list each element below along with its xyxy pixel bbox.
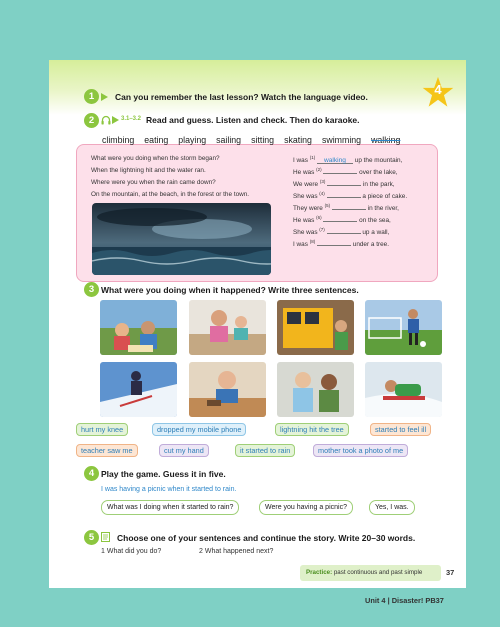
answer-blank[interactable] (317, 239, 351, 246)
word-bank-item-used: walking (371, 135, 401, 145)
phrase-tag: teacher saw me (76, 444, 138, 457)
lyric-question: What were you doing when the storm began? (91, 155, 220, 162)
textbook-page (49, 60, 466, 588)
section-2-title: Read and guess. Listen and check. Then do karaoke. (146, 115, 360, 125)
word-bank-item: playing (178, 135, 207, 145)
phrase-tag: it started to rain (235, 444, 295, 457)
answer-blank[interactable] (323, 167, 357, 174)
lyric-question: Where were you when the rain came down? (91, 179, 216, 186)
photo-picnic (100, 300, 177, 355)
lyric-line: She was $^{(7)}$ up a wall, (293, 227, 390, 237)
answer-blank[interactable] (327, 227, 361, 234)
page-footer: Unit 4 | Disaster! PB37 (365, 596, 444, 605)
lyric-line: He was $^{(6)}$ on the sea, (293, 215, 391, 225)
answer-blank[interactable] (327, 179, 361, 186)
photo-boys-talking (277, 362, 354, 417)
writing-prompt: 2 What happened next? (199, 548, 274, 555)
karaoke-play-icon[interactable] (112, 116, 119, 124)
section-4-title: Play the game. Guess it in five. (101, 469, 226, 479)
lyric-question: When the lightning hit and the water ran. (91, 167, 206, 174)
photo-craft (189, 362, 266, 417)
word-bank-item: swimming (321, 135, 362, 145)
phrase-tag: lightning hit the tree (275, 423, 349, 436)
top-gradient-band (49, 60, 466, 115)
practice-label: Practice: past continuous and past simple (300, 565, 441, 581)
lyric-line: He was $^{(2)}$ over the lake, (293, 167, 398, 177)
photo-skiing (100, 362, 177, 417)
phrase-tag: mother took a photo of me (313, 444, 408, 457)
section-5-title: Choose one of your sentences and continue the story. Write 20–30 words. (117, 533, 416, 543)
section-5-number: 5 (84, 530, 99, 545)
phrase-tag: hurt my knee (76, 423, 128, 436)
game-example-sentence: I was having a picnic when it started to rain. (101, 486, 237, 493)
storm-photo (92, 203, 271, 275)
video-play-icon[interactable] (101, 93, 108, 101)
photo-bus (277, 300, 354, 355)
speech-bubble: Yes, I was. (369, 500, 415, 515)
section-1-title: Can you remember the last lesson? Watch the language video. (115, 92, 368, 102)
lyric-line: She was $^{(4)}$ a piece of cake. (293, 191, 408, 201)
section-3-title: What were you doing when it happened? Write three sentences. (101, 285, 359, 295)
answer-blank[interactable]: walking (317, 157, 353, 164)
photo-sledging (365, 362, 442, 417)
lyric-line: I was $^{(8)}$ under a tree. (293, 239, 390, 249)
photo-kitchen (189, 300, 266, 355)
speech-bubble: Were you having a picnic? (259, 500, 353, 515)
phrase-tag: cut my hand (159, 444, 209, 457)
word-bank-item: skating (284, 135, 312, 145)
word-bank-item: climbing (102, 135, 135, 145)
writing-icon (101, 532, 112, 542)
answer-blank[interactable] (327, 191, 361, 198)
word-bank-item: eating (144, 135, 169, 145)
unit-number: 4 (434, 82, 442, 97)
phrase-tag: started to feel ill (370, 423, 431, 436)
section-4-number: 4 (84, 466, 99, 481)
word-bank (102, 135, 400, 150)
word-bank-item: sitting (251, 135, 275, 145)
lyric-question: On the mountain, at the beach, in the forest or the town. (91, 191, 250, 198)
lyric-line: They were $^{(5)}$ in the river, (293, 203, 399, 213)
section-1-number: 1 (84, 89, 99, 104)
answer-blank[interactable] (332, 203, 366, 210)
writing-prompt: 1 What did you do? (101, 548, 162, 555)
section-3-number: 3 (84, 282, 99, 297)
lyric-line: I was $^{(1)}$ walking up the mountain, (293, 155, 403, 165)
photo-football (365, 300, 442, 355)
audio-track-number: 3.1–3.2 (121, 116, 142, 122)
word-bank-item: sailing (216, 135, 242, 145)
speech-bubble: What was I doing when it started to rain? (101, 500, 239, 515)
answer-blank[interactable] (323, 215, 357, 222)
page-number: 37 (446, 568, 455, 577)
phrase-tag: dropped my mobile phone (152, 423, 246, 436)
section-2-number: 2 (84, 113, 99, 128)
lyric-line: We were $^{(3)}$ in the park, (293, 179, 395, 189)
headphones-icon[interactable] (101, 115, 111, 125)
